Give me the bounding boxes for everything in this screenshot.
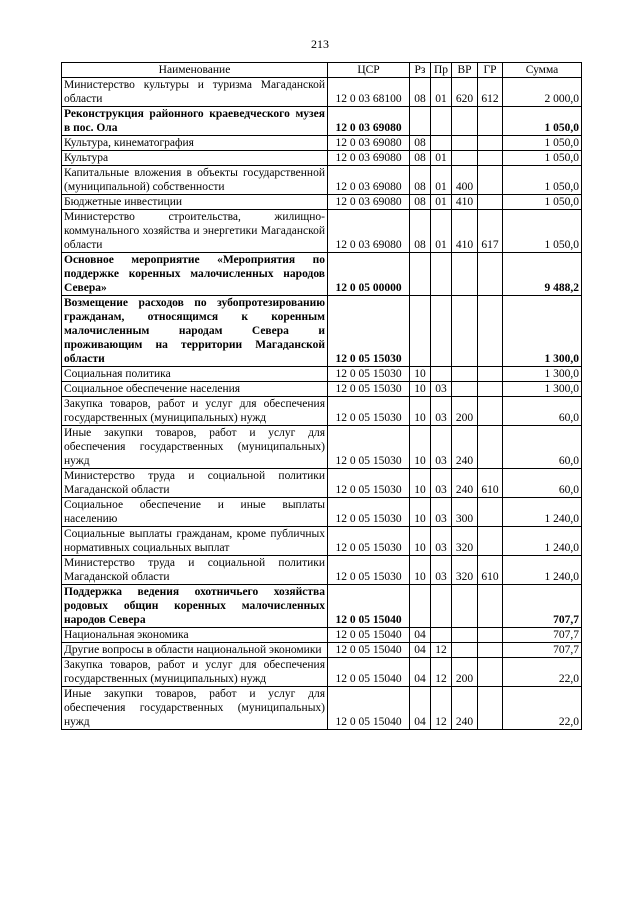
cell-csr: 12 0 05 00000	[328, 253, 410, 296]
cell-pr: 03	[431, 397, 452, 426]
cell-pr	[431, 253, 452, 296]
table-row	[62, 585, 582, 628]
cell-vr	[452, 382, 478, 397]
cell-csr: 12 0 05 15040	[328, 585, 410, 628]
cell-name: Социальная политика	[62, 367, 328, 382]
cell-gr	[478, 136, 503, 151]
cell-name: Национальная экономика	[62, 628, 328, 643]
table-row	[62, 658, 582, 687]
cell-name: Капитальные вложения в объекты государственной (муниципальной) собственности	[62, 166, 328, 195]
table-row	[62, 166, 582, 195]
table-row	[62, 628, 582, 643]
cell-sum: 1 300,0	[503, 382, 582, 397]
cell-name: Культура, кинематография	[62, 136, 328, 151]
cell-csr: 12 0 03 69080	[328, 151, 410, 166]
cell-vr	[452, 253, 478, 296]
cell-vr: 320	[452, 556, 478, 585]
header-gr: ГР	[478, 63, 503, 78]
cell-csr: 12 0 03 69080	[328, 166, 410, 195]
cell-gr: 610	[478, 556, 503, 585]
table-row	[62, 527, 582, 556]
cell-pr: 01	[431, 78, 452, 107]
cell-pr: 12	[431, 643, 452, 658]
cell-csr: 12 0 03 69080	[328, 195, 410, 210]
cell-csr: 12 0 05 15030	[328, 382, 410, 397]
cell-sum: 1 300,0	[503, 367, 582, 382]
cell-pr: 03	[431, 426, 452, 469]
cell-rz: 10	[410, 527, 431, 556]
cell-vr	[452, 107, 478, 136]
cell-pr	[431, 107, 452, 136]
cell-vr: 240	[452, 469, 478, 498]
cell-rz: 04	[410, 687, 431, 730]
cell-pr	[431, 136, 452, 151]
cell-vr	[452, 296, 478, 367]
cell-pr	[431, 296, 452, 367]
cell-csr: 12 0 05 15030	[328, 296, 410, 367]
cell-rz	[410, 585, 431, 628]
cell-name: Министерство культуры и туризма Магаданской области	[62, 78, 328, 107]
cell-name: Министерство труда и социальной политики Магаданской области	[62, 556, 328, 585]
table-row	[62, 556, 582, 585]
cell-sum: 707,7	[503, 643, 582, 658]
table-header	[62, 63, 582, 78]
cell-csr: 12 0 03 68100	[328, 78, 410, 107]
cell-rz: 08	[410, 78, 431, 107]
cell-gr	[478, 151, 503, 166]
cell-csr: 12 0 05 15030	[328, 426, 410, 469]
cell-pr: 03	[431, 469, 452, 498]
table-row	[62, 195, 582, 210]
table-row	[62, 498, 582, 527]
table-row	[62, 382, 582, 397]
cell-sum: 1 050,0	[503, 195, 582, 210]
header-pr: Пр	[431, 63, 452, 78]
cell-sum: 2 000,0	[503, 78, 582, 107]
table-row	[62, 397, 582, 426]
cell-vr	[452, 628, 478, 643]
cell-name: Министерство строительства, жилищно-коммунального хозяйства и энергетики Магаданской области	[62, 210, 328, 253]
cell-vr	[452, 367, 478, 382]
table-row	[62, 469, 582, 498]
cell-gr	[478, 628, 503, 643]
cell-rz: 10	[410, 469, 431, 498]
table-row	[62, 253, 582, 296]
cell-vr: 620	[452, 78, 478, 107]
cell-csr: 12 0 05 15040	[328, 643, 410, 658]
cell-vr: 410	[452, 195, 478, 210]
cell-pr	[431, 585, 452, 628]
cell-name: Социальные выплаты гражданам, кроме публичных нормативных социальных выплат	[62, 527, 328, 556]
cell-rz: 04	[410, 628, 431, 643]
cell-sum: 1 050,0	[503, 166, 582, 195]
header-vr: ВР	[452, 63, 478, 78]
cell-sum: 9 488,2	[503, 253, 582, 296]
cell-rz	[410, 253, 431, 296]
header-rz: Рз	[410, 63, 431, 78]
table-row	[62, 687, 582, 730]
cell-sum: 60,0	[503, 426, 582, 469]
cell-gr: 610	[478, 469, 503, 498]
cell-sum: 1 050,0	[503, 107, 582, 136]
cell-vr	[452, 585, 478, 628]
table-row	[62, 107, 582, 136]
header-name: Наименование	[62, 63, 328, 78]
cell-vr: 410	[452, 210, 478, 253]
table-row	[62, 643, 582, 658]
cell-gr: 612	[478, 78, 503, 107]
cell-name: Социальное обеспечение населения	[62, 382, 328, 397]
cell-vr: 240	[452, 687, 478, 730]
cell-rz: 10	[410, 397, 431, 426]
table-row	[62, 151, 582, 166]
cell-sum: 707,7	[503, 628, 582, 643]
cell-gr	[478, 498, 503, 527]
cell-name: Закупка товаров, работ и услуг для обеспечения государственных (муниципальных) нужд	[62, 397, 328, 426]
cell-rz: 10	[410, 367, 431, 382]
cell-sum: 1 300,0	[503, 296, 582, 367]
cell-name: Социальное обеспечение и иные выплаты населению	[62, 498, 328, 527]
cell-sum: 1 050,0	[503, 136, 582, 151]
cell-name: Поддержка ведения охотничьего хозяйства родовых общин коренных малочисленных народов Севера	[62, 585, 328, 628]
cell-csr: 12 0 05 15030	[328, 527, 410, 556]
cell-pr: 03	[431, 382, 452, 397]
cell-name: Бюджетные инвестиции	[62, 195, 328, 210]
cell-csr: 12 0 05 15040	[328, 687, 410, 730]
cell-name: Возмещение расходов по зубопротезированию гражданам, относящимся к коренным малочисленным народам Севера и проживающим на территории Магаданской области	[62, 296, 328, 367]
cell-csr: 12 0 05 15030	[328, 556, 410, 585]
cell-sum: 1 240,0	[503, 527, 582, 556]
cell-pr: 12	[431, 687, 452, 730]
table-body	[62, 78, 582, 730]
cell-rz: 04	[410, 643, 431, 658]
cell-pr: 12	[431, 658, 452, 687]
cell-gr	[478, 367, 503, 382]
cell-vr	[452, 643, 478, 658]
cell-rz: 10	[410, 556, 431, 585]
cell-pr: 01	[431, 151, 452, 166]
cell-name: Реконструкция районного краеведческого музея в пос. Ола	[62, 107, 328, 136]
cell-gr	[478, 643, 503, 658]
cell-pr: 03	[431, 556, 452, 585]
cell-csr: 12 0 05 15030	[328, 397, 410, 426]
cell-gr	[478, 107, 503, 136]
header-csr: ЦСР	[328, 63, 410, 78]
cell-rz	[410, 296, 431, 367]
cell-gr: 617	[478, 210, 503, 253]
cell-pr	[431, 628, 452, 643]
table-row	[62, 426, 582, 469]
cell-gr	[478, 382, 503, 397]
cell-sum: 22,0	[503, 687, 582, 730]
cell-rz: 08	[410, 136, 431, 151]
cell-vr	[452, 151, 478, 166]
cell-name: Министерство труда и социальной политики Магаданской области	[62, 469, 328, 498]
cell-name: Культура	[62, 151, 328, 166]
cell-csr: 12 0 05 15030	[328, 498, 410, 527]
cell-name: Другие вопросы в области национальной экономики	[62, 643, 328, 658]
cell-rz: 08	[410, 210, 431, 253]
budget-table	[61, 62, 582, 730]
cell-gr	[478, 253, 503, 296]
cell-csr: 12 0 03 69080	[328, 210, 410, 253]
cell-rz	[410, 107, 431, 136]
cell-vr: 300	[452, 498, 478, 527]
cell-csr: 12 0 05 15040	[328, 628, 410, 643]
cell-rz: 08	[410, 151, 431, 166]
cell-pr: 03	[431, 498, 452, 527]
table-row	[62, 367, 582, 382]
cell-gr	[478, 658, 503, 687]
cell-csr: 12 0 05 15040	[328, 658, 410, 687]
cell-name: Иные закупки товаров, работ и услуг для обеспечения государственных (муниципальных) нужд	[62, 687, 328, 730]
cell-gr	[478, 195, 503, 210]
cell-rz: 10	[410, 382, 431, 397]
cell-rz: 08	[410, 195, 431, 210]
cell-gr	[478, 397, 503, 426]
cell-csr: 12 0 05 15030	[328, 469, 410, 498]
cell-sum: 1 050,0	[503, 210, 582, 253]
cell-vr: 200	[452, 658, 478, 687]
header-sum: Сумма	[503, 63, 582, 78]
table-row	[62, 136, 582, 151]
cell-vr: 240	[452, 426, 478, 469]
cell-pr: 01	[431, 195, 452, 210]
cell-sum: 1 240,0	[503, 556, 582, 585]
cell-rz: 10	[410, 426, 431, 469]
cell-csr: 12 0 03 69080	[328, 136, 410, 151]
cell-csr: 12 0 05 15030	[328, 367, 410, 382]
cell-sum: 1 240,0	[503, 498, 582, 527]
cell-rz: 04	[410, 658, 431, 687]
table-row	[62, 296, 582, 367]
cell-vr	[452, 136, 478, 151]
cell-gr	[478, 527, 503, 556]
cell-sum: 60,0	[503, 469, 582, 498]
cell-sum: 22,0	[503, 658, 582, 687]
cell-vr: 200	[452, 397, 478, 426]
cell-gr	[478, 426, 503, 469]
cell-csr: 12 0 03 69080	[328, 107, 410, 136]
cell-sum: 1 050,0	[503, 151, 582, 166]
cell-pr	[431, 367, 452, 382]
cell-pr: 01	[431, 166, 452, 195]
cell-vr: 320	[452, 527, 478, 556]
page-number: 213	[311, 37, 329, 51]
cell-gr	[478, 296, 503, 367]
cell-rz: 08	[410, 166, 431, 195]
table-row	[62, 210, 582, 253]
cell-sum: 60,0	[503, 397, 582, 426]
cell-name: Закупка товаров, работ и услуг для обеспечения государственных (муниципальных) нужд	[62, 658, 328, 687]
cell-gr	[478, 166, 503, 195]
cell-name: Основное мероприятие «Мероприятия по поддержке коренных малочисленных народов Севера»	[62, 253, 328, 296]
cell-sum: 707,7	[503, 585, 582, 628]
cell-gr	[478, 585, 503, 628]
cell-vr: 400	[452, 166, 478, 195]
table-row	[62, 78, 582, 107]
cell-gr	[478, 687, 503, 730]
cell-rz: 10	[410, 498, 431, 527]
cell-pr: 01	[431, 210, 452, 253]
cell-pr: 03	[431, 527, 452, 556]
cell-name: Иные закупки товаров, работ и услуг для обеспечения государственных (муниципальных) нужд	[62, 426, 328, 469]
